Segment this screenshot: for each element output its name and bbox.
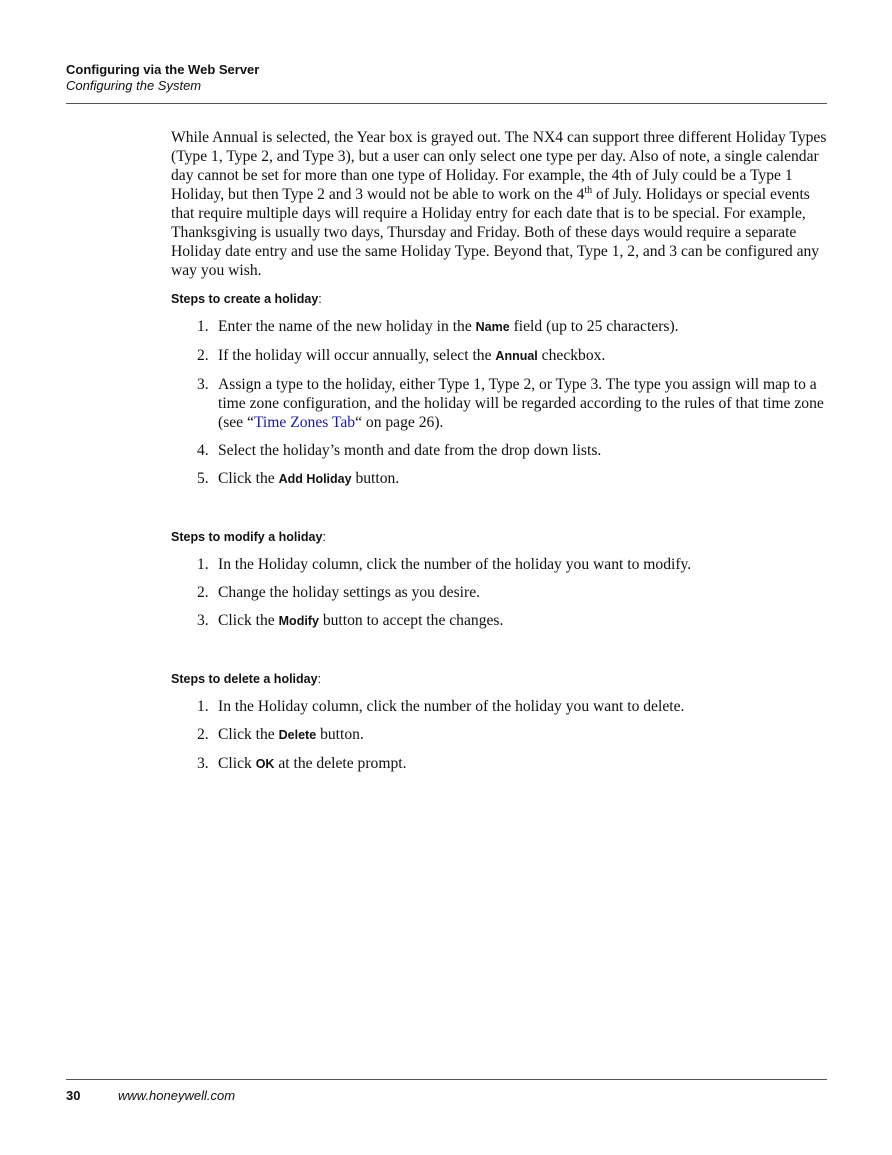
- ok-button-ref: OK: [255, 757, 275, 771]
- header-divider: [66, 103, 827, 104]
- intro-text-part1: While Annual is selected, the Year box is grayed out. The NX4 can support three different Holiday Types (Type 1, Type 2, and Type 3), but a user can only select one type per day. Also of note, a single calendar day cannot be set for more than one type of Holiday. For example, the 4th of July could be a Type 1 Holiday, but then Type 2 and 3 would not be able to work on the 4: [171, 129, 827, 203]
- list-item: 3. Assign a type to the holiday, either Type 1, Type 2, or Type 3. The type you assign will map to a time zone configuration, and the holiday will be regarded according to the rules of that time zone (see “Time Zones Tab“ on page 26).: [197, 376, 824, 431]
- create-heading: Steps to create a holiday:: [171, 292, 322, 306]
- intro-superscript: th: [584, 185, 593, 196]
- annual-checkbox-ref: Annual: [495, 349, 538, 363]
- delete-heading: Steps to delete a holiday:: [171, 672, 322, 686]
- list-item: 3. Click OK at the delete prompt.: [197, 755, 407, 772]
- delete-steps-list: [171, 697, 827, 774]
- modify-steps-list: [171, 555, 827, 631]
- page-footer: [66, 1088, 235, 1103]
- page-number: 30: [66, 1088, 81, 1103]
- chapter-title: Configuring via the Web Server: [66, 62, 260, 77]
- section-title: Configuring the System: [66, 78, 202, 93]
- list-item: 1. In the Holiday column, click the number of the holiday you want to delete.: [197, 698, 685, 715]
- list-item: 1. In the Holiday column, click the number of the holiday you want to modify.: [197, 556, 692, 573]
- list-item: 2. Change the holiday settings as you desire.: [197, 584, 481, 601]
- list-item: 2. If the holiday will occur annually, select the Annual checkbox.: [197, 347, 606, 364]
- main-content: [171, 128, 827, 783]
- delete-button-ref: Delete: [278, 728, 317, 742]
- modify-button-ref: Modify: [278, 614, 319, 628]
- running-header: [66, 62, 827, 94]
- list-item: 2. Click the Delete button.: [197, 726, 364, 743]
- time-zones-tab-link[interactable]: Time Zones Tab: [253, 414, 356, 431]
- list-item: 4. Select the holiday’s month and date from the drop down lists.: [197, 442, 602, 459]
- intro-paragraph: [171, 128, 827, 280]
- footer-divider: [66, 1079, 827, 1080]
- list-item: 1. Enter the name of the new holiday in the Name field (up to 25 characters).: [197, 318, 679, 335]
- add-holiday-button-ref: Add Holiday: [278, 472, 352, 486]
- list-item: 5. Click the Add Holiday button.: [197, 470, 400, 487]
- create-steps-list: [171, 317, 827, 489]
- list-item: 3. Click the Modify button to accept the changes.: [197, 612, 504, 629]
- footer-url: www.honeywell.com: [118, 1088, 236, 1103]
- name-field-ref: Name: [475, 320, 510, 334]
- intro-text-part2: of July. Holidays or special events that require multiple days will require a Holiday entry for each date that is to be special. For example, Thanksgiving is usually two days, Thursday and Friday. Both of these days would require a separate Holiday date entry and use the same Holiday Type. Beyond that, Type 1, 2, and 3 can be configured any way you wish.: [171, 186, 820, 279]
- modify-heading: Steps to modify a holiday:: [171, 530, 326, 544]
